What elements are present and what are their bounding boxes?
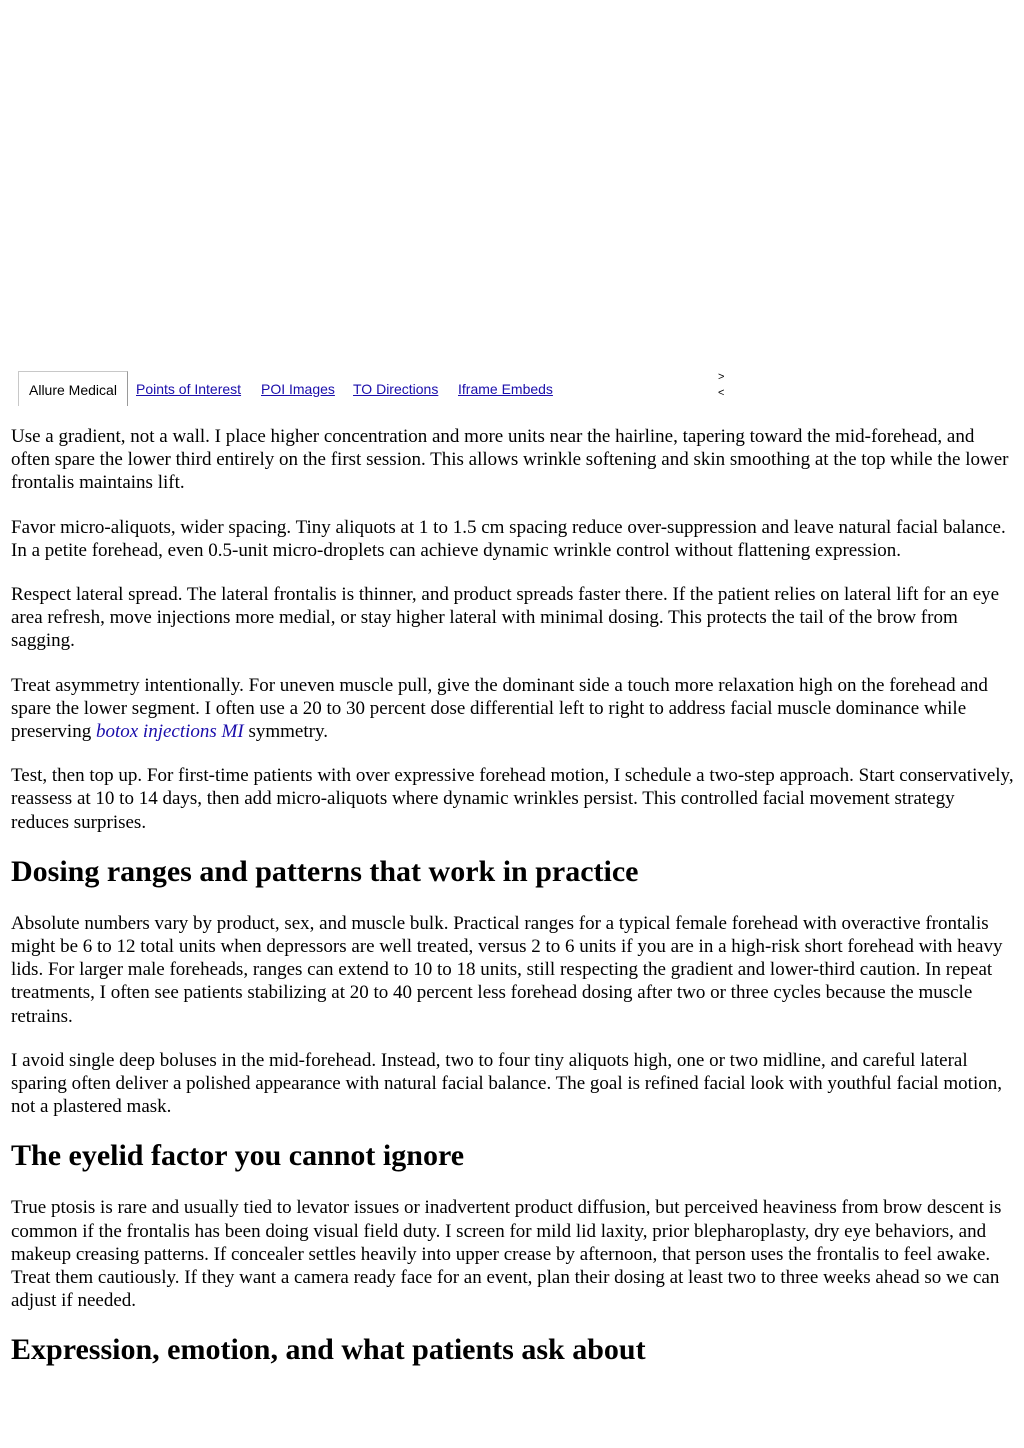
tab-points-of-interest[interactable]: Points of Interest: [136, 381, 242, 397]
tab-to-directions[interactable]: TO Directions: [353, 381, 439, 397]
paragraph-asymmetry: [11, 674, 1015, 744]
article-body: [11, 425, 1015, 1390]
paragraph-avoid-boluses: I avoid single deep boluses in the mid-forehead. Instead, two to four tiny aliquots high, one or two midline, and careful lateral sparing often deliver a polished appearance with natural facial balance. The goal is refined facial look with youthful facial motion, not a plastered mask.: [11, 1049, 1002, 1118]
botox-injections-link[interactable]: botox injections MI: [95, 721, 244, 743]
paragraph-true-ptosis: True ptosis is rare and usually tied to levator issues or inadvertent product diffusion, but perceived heaviness from brow descent is common if the frontalis has been doing visual field duty. I screen for mild lid laxity, prior blepharoplasty, dry eye behaviors, and makeup creasing patterns. If concealer settles heavily into upper crease by afternoon, that person uses the frontalis to feel awake. Treat them cautiously. If they want a camera ready face for an event, plan their dosing at least two to three weeks ahead so we can adjust if needed.: [11, 1197, 1002, 1312]
paragraph-test-top-up: Test, then top up. For first-time patients with over expressive forehead motion, I schedule a two-step approach. Start conservatively, reassess at 10 to 14 days, then add micro-aliquots where dynamic wrinkles persist. This controlled facial movement strategy reduces surprises.: [11, 765, 1014, 833]
heading-dosing-ranges: Dosing ranges and patterns that work in practice: [11, 854, 639, 888]
heading-eyelid-factor: The eyelid factor you cannot ignore: [11, 1139, 465, 1173]
paragraph-micro-aliquots: Favor micro-aliquots, wider spacing. Tiny aliquots at 1 to 1.5 cm spacing reduce over-suppression and leave natural facial balance. In a petite forehead, even 0.5-unit micro-droplets can achieve dynamic wrinkle control without flattening expression.: [11, 516, 1006, 561]
asymmetry-text: Treat asymmetry intentionally. For uneven muscle pull, give the dominant side a touch more relaxation high on the forehead and spare the lower segment. I often use a 20 to 30 percent dose differential left to right to address facial muscle dominance while preserving: [11, 674, 988, 743]
asymmetry-text-end: symmetry.: [243, 721, 328, 743]
paragraph-gradient: Use a gradient, not a wall. I place higher concentration and more units near the hairline, tapering toward the mid-forehead, and often spare the lower third entirely on the first session. This allows wrinkle softening and skin smoothing at the top while the lower frontalis maintains lift.: [11, 426, 1009, 494]
tab-allure-medical[interactable]: Allure Medical: [18, 371, 128, 406]
tab-poi-images[interactable]: POI Images: [261, 381, 335, 397]
tab-bar: [18, 371, 738, 407]
paragraph-absolute-numbers: Absolute numbers vary by product, sex, and muscle bulk. Practical ranges for a typical female forehead with overactive frontalis might be 6 to 12 total units when depressors are well treated, versus 2 to 6 units if you are in a high-risk short forehead with heavy lids. For larger male foreheads, ranges can extend to 10 to 18 units, still respecting the gradient and lower-third caution. In repeat treatments, I often see patients stabilizing at 20 to 40 percent less forehead dosing after two or three cycles because the muscle retrains.: [11, 912, 1003, 1027]
tab-scroll-arrows: [718, 369, 724, 401]
embed-area: [0, 0, 1024, 360]
prev-arrow-icon[interactable]: <: [718, 387, 725, 399]
next-arrow-icon[interactable]: >: [718, 371, 725, 383]
paragraph-lateral-spread: Respect lateral spread. The lateral frontalis is thinner, and product spreads faster there. If the patient relies on lateral lift for an eye area refresh, move injections more medial, or stay higher lateral with minimal dosing. This protects the tail of the brow from sagging.: [11, 584, 1000, 652]
tab-iframe-embeds[interactable]: Iframe Embeds: [458, 381, 553, 397]
heading-expression-emotion: Expression, emotion, and what patients ask about: [11, 1333, 646, 1367]
